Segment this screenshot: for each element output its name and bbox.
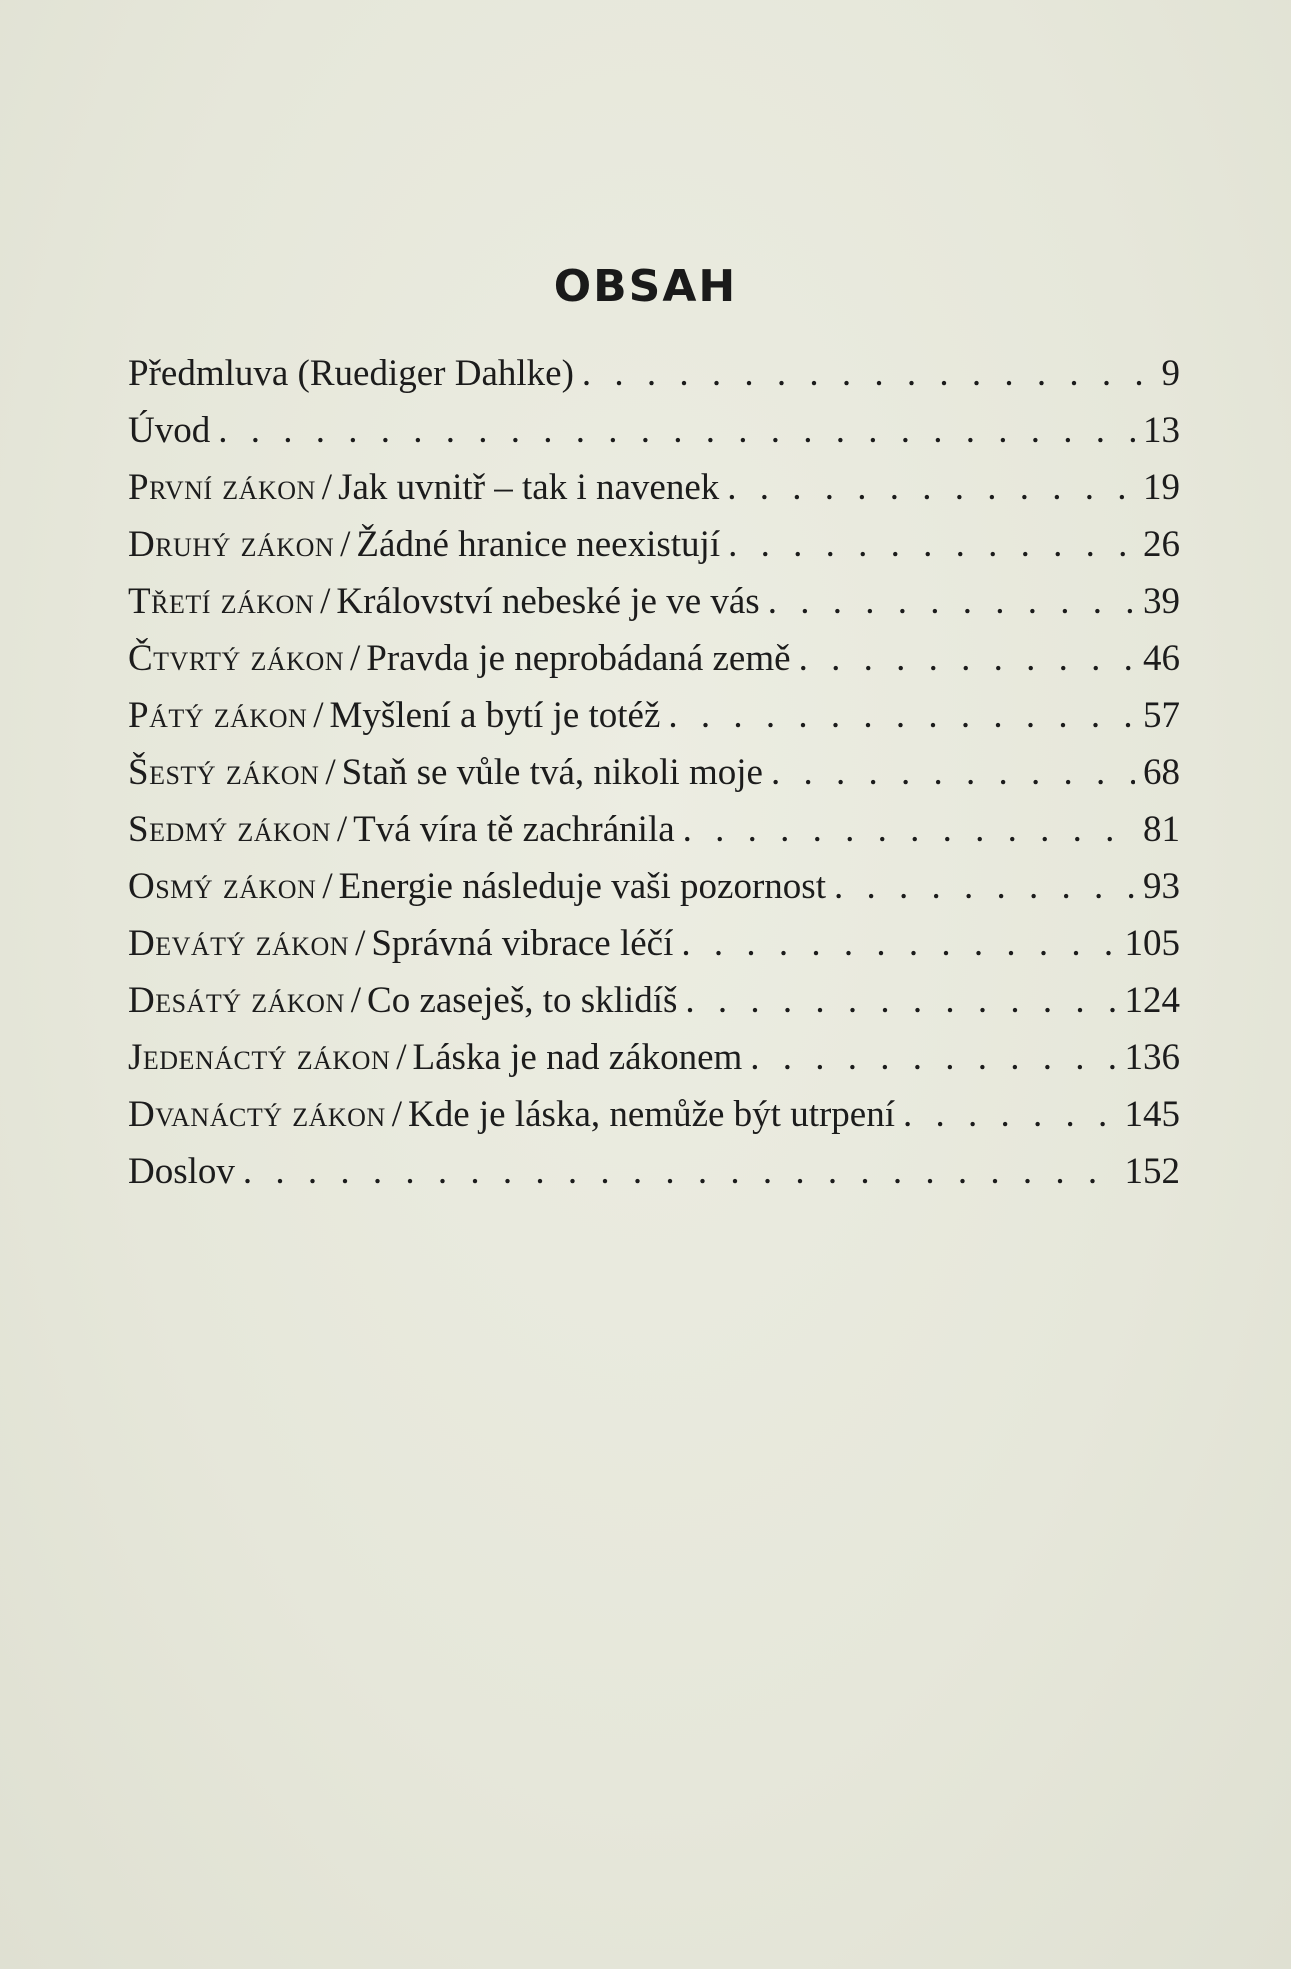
toc-entry-page: 68 [1143,752,1180,793]
dot-leader [681,922,1116,965]
dot-leader [768,580,1135,623]
toc-entry-page: 105 [1124,923,1180,964]
toc-entry-law: Sedmý zákon [128,809,331,850]
toc-entry-title: Pravda je neprobádaná země [366,638,791,679]
toc-entry-law: Druhý zákon [128,524,335,565]
toc-entry-title: Království nebeské je ve vás [336,581,760,622]
dot-leader [218,409,1135,452]
toc-entry[interactable] [128,694,1180,751]
toc-separator: / [322,866,333,907]
toc-entry-title: Předmluva (Ruediger Dahlke) [128,353,574,394]
toc-entry-title: Co zaseješ, to sklidíš [367,980,678,1021]
toc-entry-title: Správná vibrace léčí [371,923,674,964]
toc-entry-title: Myšlení a bytí je totéž [329,695,661,736]
toc-entry[interactable] [128,808,1180,865]
toc-entry-law: Osmý zákon [128,866,317,907]
toc-entry[interactable] [128,637,1180,694]
toc-entry-title: Kde je láska, nemůže být utrpení [408,1094,895,1135]
toc-entry-law: Devátý zákon [128,923,350,964]
toc-entry-law: Desátý zákon [128,980,345,1021]
toc-entry-law: Dvanáctý zákon [128,1094,386,1135]
dot-leader [685,979,1116,1022]
toc-separator: / [350,980,362,1021]
toc-entry-law: Šestý zákon [128,752,320,793]
toc-entry-title: Doslov [128,1151,235,1192]
toc-separator: / [313,695,324,736]
toc-entry-law: Pátý zákon [128,695,308,736]
toc-entry[interactable] [128,466,1180,523]
dot-leader [750,1036,1116,1079]
toc-entry-law: Jedenáctý zákon [128,1037,391,1078]
toc-entry-page: 136 [1124,1037,1180,1078]
toc-entry[interactable] [128,922,1180,979]
toc-separator: / [325,752,336,793]
dot-leader [727,466,1135,509]
toc-entry[interactable] [128,523,1180,580]
toc-entry-page: 46 [1143,638,1180,679]
toc-entry[interactable] [128,751,1180,808]
toc-separator: / [336,809,348,850]
toc-entry-law: Čtvrtý zákon [128,638,345,679]
toc-entry-page: 39 [1143,581,1180,622]
toc-entry-page: 81 [1143,809,1180,850]
toc-entry-law: Třetí zákon [128,581,315,622]
dot-leader [771,751,1135,794]
dot-leader [582,352,1142,395]
toc-entry[interactable] [128,979,1180,1036]
dot-leader [728,523,1135,566]
toc-entry[interactable] [128,1150,1180,1207]
toc-entry-page: 124 [1124,980,1180,1021]
toc-separator: / [340,524,351,565]
toc-entry-title: Láska je nad zákonem [412,1037,743,1078]
toc-entry-title: Úvod [128,410,211,451]
toc-entry-title: Energie následuje vaši pozornost [338,866,826,907]
toc-entry[interactable] [128,1093,1180,1150]
toc-entry-page: 13 [1143,410,1180,451]
toc-separator: / [396,1037,407,1078]
dot-leader [243,1150,1117,1193]
toc-separator: / [355,923,366,964]
toc-entry-title: Žádné hranice neexistují [356,524,721,565]
dot-leader [683,808,1135,851]
toc-entry[interactable] [128,865,1180,922]
toc-separator: / [320,581,331,622]
toc-entry-page: 57 [1143,695,1180,736]
toc-entry[interactable] [128,580,1180,637]
toc-entry-page: 19 [1143,467,1180,508]
toc-separator: / [321,467,333,508]
toc-separator: / [350,638,361,679]
toc-entry-page: 26 [1143,524,1180,565]
toc-entry-page: 152 [1124,1151,1180,1192]
table-of-contents [128,352,1180,1207]
page-title: OBSAH [553,261,738,313]
toc-entry[interactable] [128,409,1180,466]
dot-leader [903,1093,1117,1136]
toc-entry-title: Jak uvnitř – tak i navenek [338,467,720,508]
dot-leader [799,637,1135,680]
toc-entry-page: 145 [1124,1094,1180,1135]
toc-entry[interactable] [128,1036,1180,1093]
toc-entry-page: 9 [1161,353,1180,394]
toc-separator: / [391,1094,402,1135]
toc-entry-law: První zákon [128,467,316,508]
toc-entry[interactable] [128,352,1180,409]
toc-entry-page: 93 [1143,866,1180,907]
dot-leader [834,865,1135,908]
toc-entry-title: Tvá víra tě zachránila [353,809,675,850]
toc-entry-title: Staň se vůle tvá, nikoli moje [341,752,763,793]
dot-leader [668,694,1135,737]
